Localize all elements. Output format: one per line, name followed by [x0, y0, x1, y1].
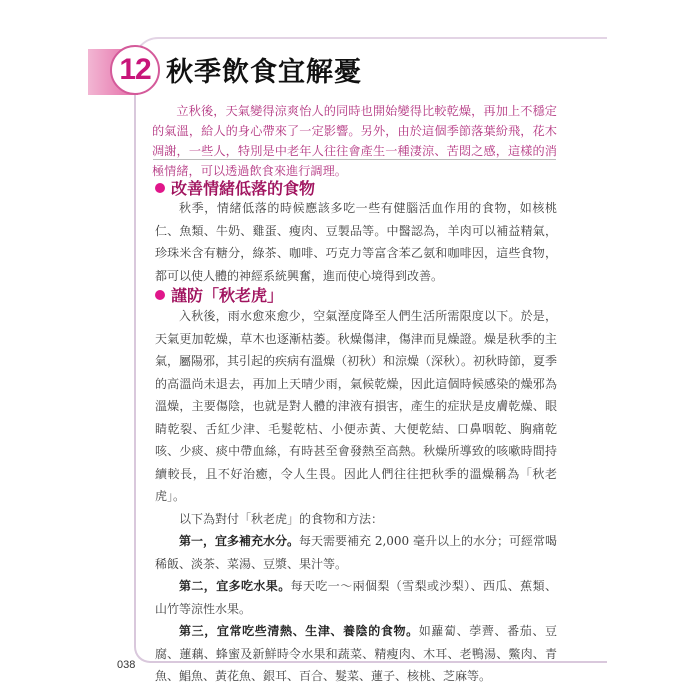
method-item [155, 530, 557, 575]
method-text: 如蘿蔔、荸薺、番茄、豆腐、蓮藕、蜂蜜及新鮮時令水果和蔬菜、精瘦肉、木耳、老鴨湯、鱉肉、青魚、鯧魚、黃花魚、銀耳、百合、髮菜、蓮子、核桃、芝麻等。 [155, 624, 557, 683]
method-label: 第三，宜常吃些清熱、生津、養陰的食物。 [179, 624, 419, 638]
method-label: 第一，宜多補充水分。 [179, 534, 300, 548]
bullet-dot-icon [155, 290, 165, 300]
section-body-autumn-tiger [155, 305, 557, 688]
paragraph: 入秋後，雨水愈來愈少，空氣溼度降至人們生活所需限度以下。於是，天氣更加乾燥，草木也逐漸枯萎。秋燥傷津，傷津而見燥證。燥是秋季的主氣，屬陽邪，其引起的疾病有溫燥（初秋）和涼燥（深秋）。初秋時節，夏季的高溫尚未退去，再加上天晴少雨，氣候乾燥，因此這個時候感染的燥邪為溫燥，主要傷陰，也就是對人體的津液有損害，產生的症狀是皮膚乾燥、眼睛乾裂、舌紅少津、毛髮乾枯、小便赤黃、大便乾結、口鼻咽乾、胸痛乾咳、少痰、痰中帶血絲，有時甚至會發熱至高熱。秋燥所導致的咳嗽時間持續較長，且不好治癒，令人生畏。因此人們往往把秋季的溫燥稱為「秋老虎」。 [155, 309, 558, 503]
method-text: 每天需要補充 2,000 毫升以上的水分；可經常喝稀飯、淡茶、菜湯、豆漿、果汁等。 [155, 534, 557, 571]
method-item [155, 575, 557, 620]
section-heading-text: 謹防「秋老虎」 [171, 286, 284, 305]
intro-paragraph [152, 101, 557, 181]
divider [153, 159, 556, 160]
method-text: 每天吃一～兩個梨（雪梨或沙梨）、西瓜、蕉類、山竹等涼性水果。 [155, 579, 557, 616]
section-heading-text: 改善情緒低落的食物 [171, 179, 316, 198]
paragraph: 秋季，情緒低落的時候應該多吃一些有健腦活血作用的食物，如核桃仁、魚類、牛奶、雞蛋、瘦肉、豆製品等。中醫認為，羊肉可以補益精氣，珍珠米含有糖分，綠茶、咖啡、巧克力等富含苯乙氨和咖啡因，這些食物，都可以使人體的神經系統興奮，進而使心境得到改善。 [155, 201, 557, 283]
method-label: 第二，宜多吃水果。 [179, 579, 291, 593]
section-body-mood-food [155, 197, 557, 287]
page-number: 038 [117, 659, 136, 671]
method-item [155, 620, 557, 688]
page-title: 秋季飲食宜解憂 [166, 57, 362, 88]
intro-text: 立秋後，天氣變得涼爽怡人的同時也開始變得比較乾燥，再加上不穩定的氣溫，給人的身心帶來了一定影響。另外，由於這個季節落葉紛飛，花木凋謝，一些人，特別是中老年人往往會產生一種淒涼、苦悶之感，這樣的消極情緒，可以透過飲食來進行調理。 [152, 104, 557, 178]
bullet-dot-icon [155, 183, 165, 193]
section-heading-autumn-tiger [155, 283, 283, 306]
chapter-number: 12 [110, 45, 160, 95]
section-heading-mood-food [155, 176, 315, 199]
paragraph: 以下為對付「秋老虎」的食物和方法： [179, 511, 384, 526]
